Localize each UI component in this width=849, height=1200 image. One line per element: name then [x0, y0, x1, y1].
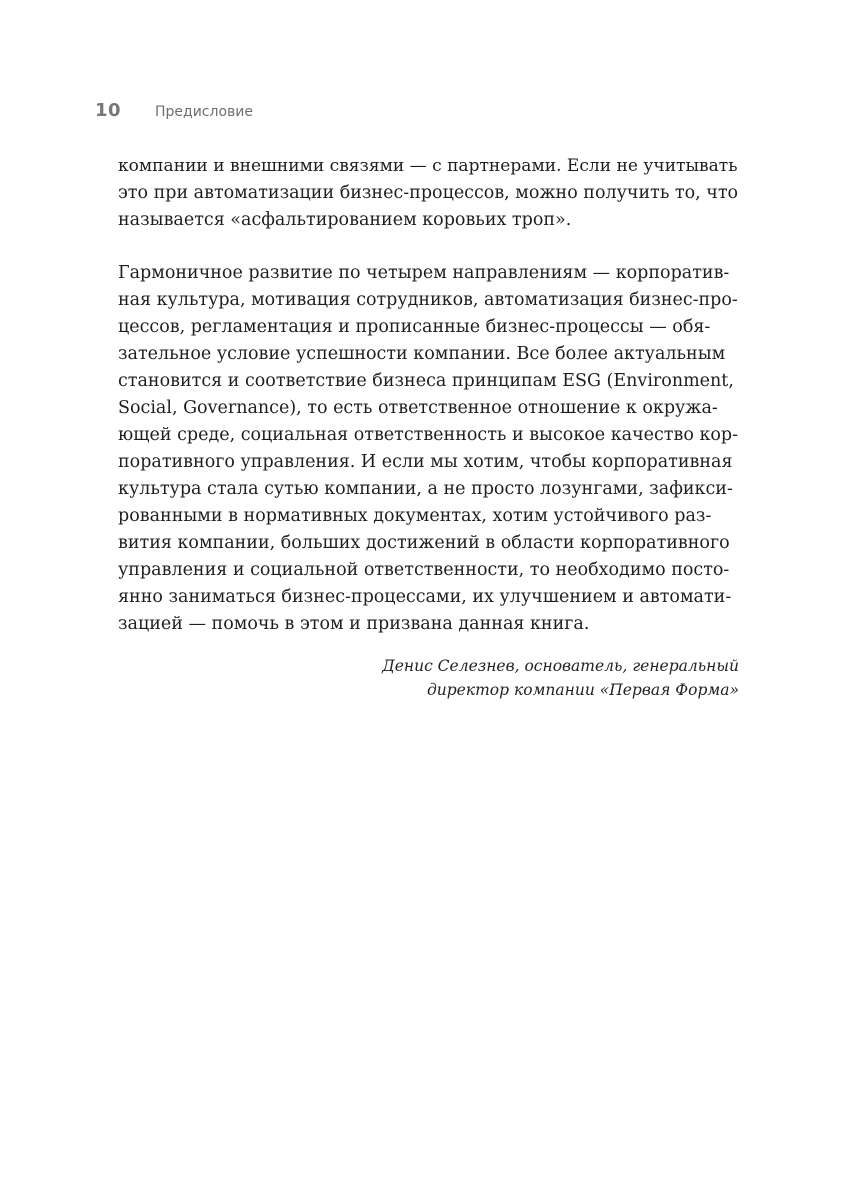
- text-line: компании и внешними связями — с партнерами. Если не учитывать: [118, 156, 738, 176]
- text-line: ющей среде, социальная ответственность и высокое качество кор-: [118, 425, 738, 445]
- text-line: зательное условие успешности компании. Все более актуальным: [118, 344, 726, 364]
- signature-line: Денис Селезнев, основатель, генеральный: [382, 657, 739, 675]
- paragraph-gap: [118, 234, 738, 260]
- text-line: называется «асфальтированием коровьих троп».: [118, 210, 572, 230]
- text-line: вития компании, больших достижений в области корпоративного: [118, 533, 730, 553]
- text-line: ная культура, мотивация сотрудников, автоматизация бизнес-про-: [118, 290, 738, 310]
- body-text: [118, 153, 738, 638]
- text-line: рованными в нормативных документах, хотим устойчивого раз-: [118, 506, 712, 526]
- author-signature: [319, 654, 739, 702]
- text-line: Social, Governance), то есть ответственное отношение к окружа-: [118, 398, 718, 418]
- page-number: 10: [95, 100, 122, 121]
- text-line: это при автоматизации бизнес-процессов, можно получить то, что: [118, 183, 738, 203]
- text-line: культура стала сутью компании, а не просто лозунгами, зафикси-: [118, 479, 733, 499]
- signature-line: директор компании «Первая Форма»: [426, 681, 739, 699]
- text-line: Гармоничное развитие по четырем направлениям — корпоратив-: [118, 263, 730, 283]
- text-line: управления и социальной ответственности, то необходимо посто-: [118, 560, 730, 580]
- text-line: цессов, регламентация и прописанные бизнес-процессы — обя-: [118, 317, 711, 337]
- section-title: Предисловие: [155, 104, 253, 120]
- text-line: поративного управления. И если мы хотим, чтобы корпоративная: [118, 452, 733, 472]
- text-line: становится и соответствие бизнеса принципам ESG (Environment,: [118, 371, 734, 391]
- paragraph-1: [118, 153, 738, 234]
- text-line: янно заниматься бизнес-процессами, их улучшением и автомати-: [118, 587, 732, 607]
- paragraph-2: [118, 260, 738, 638]
- text-line: зацией — помочь в этом и призвана данная книга.: [118, 614, 590, 634]
